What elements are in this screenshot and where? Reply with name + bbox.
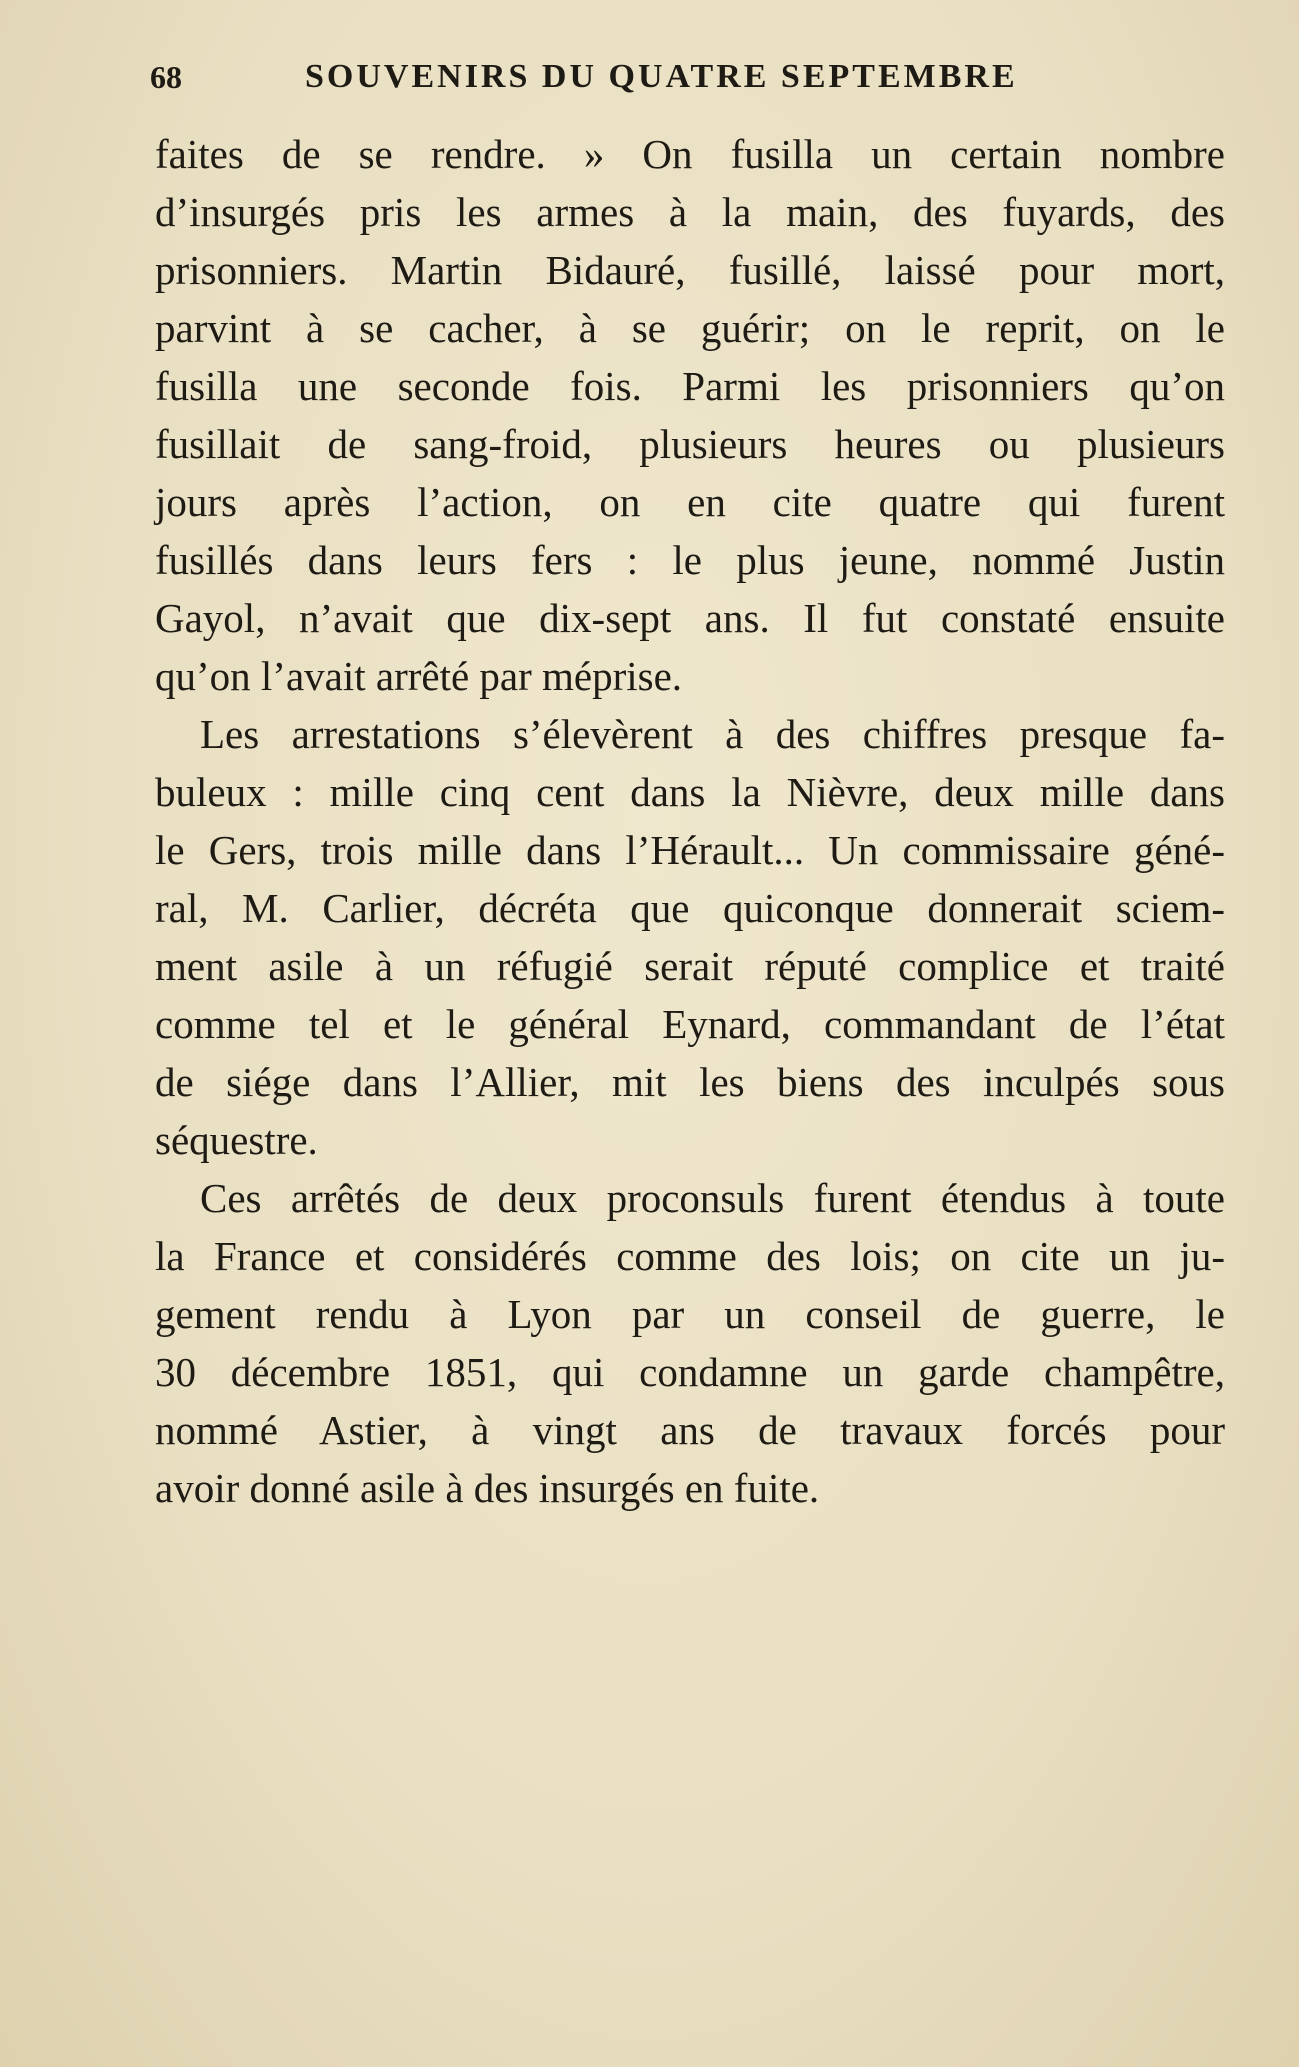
paragraph-start-line: Les arrestations s’élevèrent à des chiffres presque fa-: [200, 711, 1225, 757]
text-line: faites de se rendre. » On fusilla un certain nombre: [155, 131, 1225, 177]
text-line: parvint à se cacher, à se guérir; on le reprit, on le: [155, 305, 1225, 351]
text-line: avoir donné asile à des insurgés en fuite.: [155, 1465, 820, 1511]
text-line: de siége dans l’Allier, mit les biens des inculpés sous: [155, 1059, 1225, 1105]
text-line: qu’on l’avait arrêté par méprise.: [155, 653, 683, 699]
text-line: prisonniers. Martin Bidauré, fusillé, laissé pour mort,: [155, 247, 1225, 293]
text-line: fusillés dans leurs fers : le plus jeune, nommé Justin: [155, 537, 1225, 583]
text-line: comme tel et le général Eynard, commandant de l’état: [155, 1001, 1225, 1047]
text-line: jours après l’action, on en cite quatre qui furent: [155, 479, 1225, 525]
text-line: fusillait de sang-froid, plusieurs heures ou plusieurs: [155, 421, 1225, 467]
text-line: nommé Astier, à vingt ans de travaux forcés pour: [155, 1407, 1225, 1453]
body-text: [155, 125, 1225, 1517]
text-line: la France et considérés comme des lois; on cite un ju-: [155, 1233, 1225, 1279]
text-line: d’insurgés pris les armes à la main, des fuyards, des: [155, 189, 1225, 235]
text-line: buleux : mille cinq cent dans la Nièvre, deux mille dans: [155, 769, 1225, 815]
text-line: le Gers, trois mille dans l’Hérault... Un commissaire géné-: [155, 827, 1225, 873]
text-line: fusilla une seconde fois. Parmi les prisonniers qu’on: [155, 363, 1225, 409]
text-line: gement rendu à Lyon par un conseil de guerre, le: [155, 1291, 1225, 1337]
text-line: ral, M. Carlier, décréta que quiconque donnerait sciem-: [155, 885, 1225, 931]
page-header: [150, 52, 1070, 102]
paragraph-start-line: Ces arrêtés de deux proconsuls furent étendus à toute: [200, 1175, 1225, 1221]
text-line: 30 décembre 1851, qui condamne un garde champêtre,: [155, 1349, 1225, 1395]
page-number: 68: [150, 59, 182, 95]
text-line: séquestre.: [155, 1117, 318, 1163]
running-title: SOUVENIRS DU QUATRE SEPTEMBRE: [305, 58, 1018, 95]
text-line: ment asile à un réfugié serait réputé complice et traité: [155, 943, 1225, 989]
text-line: Gayol, n’avait que dix-sept ans. Il fut constaté ensuite: [155, 595, 1225, 641]
